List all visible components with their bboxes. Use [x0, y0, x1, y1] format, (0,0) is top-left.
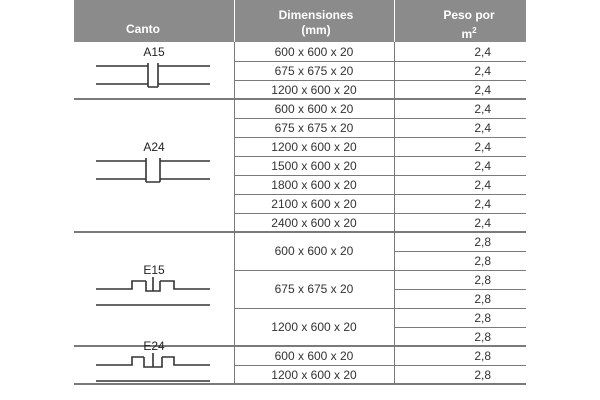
dimension-cell: 600 x 600 x 20 [274, 44, 354, 59]
header-dimensiones-line2: (mm) [301, 23, 331, 37]
sub-row-divider [394, 327, 526, 328]
weight-value: 2,4 [474, 45, 491, 59]
column-divider [234, 42, 235, 99]
row-divider [234, 175, 526, 176]
weight-cell [394, 178, 526, 192]
weight-value: 2,8 [474, 273, 491, 287]
dimension-cell: 600 x 600 x 20 [274, 244, 354, 258]
edge-type-label: E15 [143, 263, 165, 277]
weight-value: 2,8 [474, 292, 491, 306]
weight-value: 2,4 [474, 159, 491, 173]
header-dimensiones [234, 0, 394, 42]
weight-value: 2,4 [474, 216, 491, 230]
column-divider [394, 99, 395, 232]
weight-cell [394, 311, 526, 325]
column-divider [394, 42, 395, 99]
weight-value: 2,4 [474, 121, 491, 135]
dimension-cell: 2100 x 600 x 20 [271, 196, 357, 211]
header-peso-text [434, 8, 504, 42]
row-divider [234, 365, 526, 366]
dimension-cell: 1200 x 600 x 20 [271, 139, 357, 154]
edge-type-label: A24 [143, 139, 165, 154]
weight-value: 2,8 [474, 349, 491, 363]
row-divider [234, 308, 526, 309]
weight-value: 2,8 [474, 235, 491, 249]
weight-cell [394, 273, 526, 287]
row-divider [234, 156, 526, 157]
weight-cell [394, 235, 526, 249]
row-divider [234, 213, 526, 214]
header-canto-label: Canto [126, 22, 160, 36]
header-peso-sup: 2 [472, 26, 477, 35]
column-divider [234, 99, 235, 232]
a24-edge-profile-icon [74, 154, 234, 188]
dimension-cell: 2400 x 600 x 20 [271, 215, 357, 230]
header-peso-line2: m [461, 27, 473, 41]
column-divider [234, 232, 235, 346]
dimension-cell: 600 x 600 x 20 [274, 348, 354, 363]
group-divider [74, 231, 526, 233]
weight-cell [394, 368, 526, 382]
row-divider [234, 118, 526, 119]
weight-value: 2,8 [474, 311, 491, 325]
weight-value: 2,4 [474, 83, 491, 97]
weight-value: 2,4 [474, 140, 491, 154]
column-divider [394, 232, 395, 346]
header-peso [394, 0, 526, 42]
dimension-cell: 675 x 675 x 20 [274, 120, 354, 135]
weight-cell [394, 64, 526, 78]
row-divider [234, 61, 526, 62]
weight-cell [394, 102, 526, 116]
weight-cell [394, 254, 526, 268]
weight-cell [394, 197, 526, 211]
e24-edge-profile-icon [74, 353, 234, 387]
dimension-cell: 600 x 600 x 20 [274, 101, 354, 116]
weight-table [74, 0, 526, 400]
weight-cell [394, 292, 526, 306]
dimension-cell: 1200 x 600 x 20 [271, 367, 357, 382]
sub-row-divider [394, 289, 526, 290]
weight-value: 2,8 [474, 330, 491, 344]
dimension-cell: 675 x 675 x 20 [274, 63, 354, 78]
dimension-cell: 1200 x 600 x 20 [271, 82, 357, 97]
weight-cell [394, 140, 526, 154]
weight-value: 2,8 [474, 254, 491, 268]
a15-edge-profile-icon [74, 59, 234, 93]
edge-type-label: A15 [143, 44, 165, 59]
column-divider [234, 346, 235, 384]
weight-value: 2,4 [474, 197, 491, 211]
weight-cell [394, 216, 526, 230]
edge-type-label: E24 [143, 339, 165, 353]
weight-value: 2,4 [474, 64, 491, 78]
weight-value: 2,4 [474, 178, 491, 192]
weight-cell [394, 45, 526, 59]
header-dimensiones-text [266, 8, 366, 38]
weight-value: 2,4 [474, 102, 491, 116]
row-divider [234, 270, 526, 271]
weight-cell [394, 330, 526, 344]
group-divider [74, 383, 526, 385]
column-divider [394, 346, 395, 384]
e15-edge-profile-icon [74, 277, 234, 311]
dimension-cell: 1200 x 600 x 20 [271, 320, 357, 334]
row-divider [234, 80, 526, 81]
row-divider [234, 194, 526, 195]
dimension-cell: 675 x 675 x 20 [274, 282, 354, 296]
header-dimensiones-line1: Dimensiones [278, 8, 354, 22]
header-divider [234, 0, 235, 42]
weight-cell [394, 83, 526, 97]
group-divider [74, 98, 526, 100]
weight-value: 2,8 [474, 368, 491, 382]
dimension-cell: 1800 x 600 x 20 [271, 177, 357, 192]
sub-row-divider [394, 251, 526, 252]
header-divider [394, 0, 395, 42]
row-divider [234, 137, 526, 138]
header-canto [74, 0, 234, 42]
header-peso-line1: Peso por [443, 8, 495, 22]
weight-cell [394, 349, 526, 363]
weight-cell [394, 121, 526, 135]
dimension-cell: 1500 x 600 x 20 [271, 158, 357, 173]
weight-cell [394, 159, 526, 173]
